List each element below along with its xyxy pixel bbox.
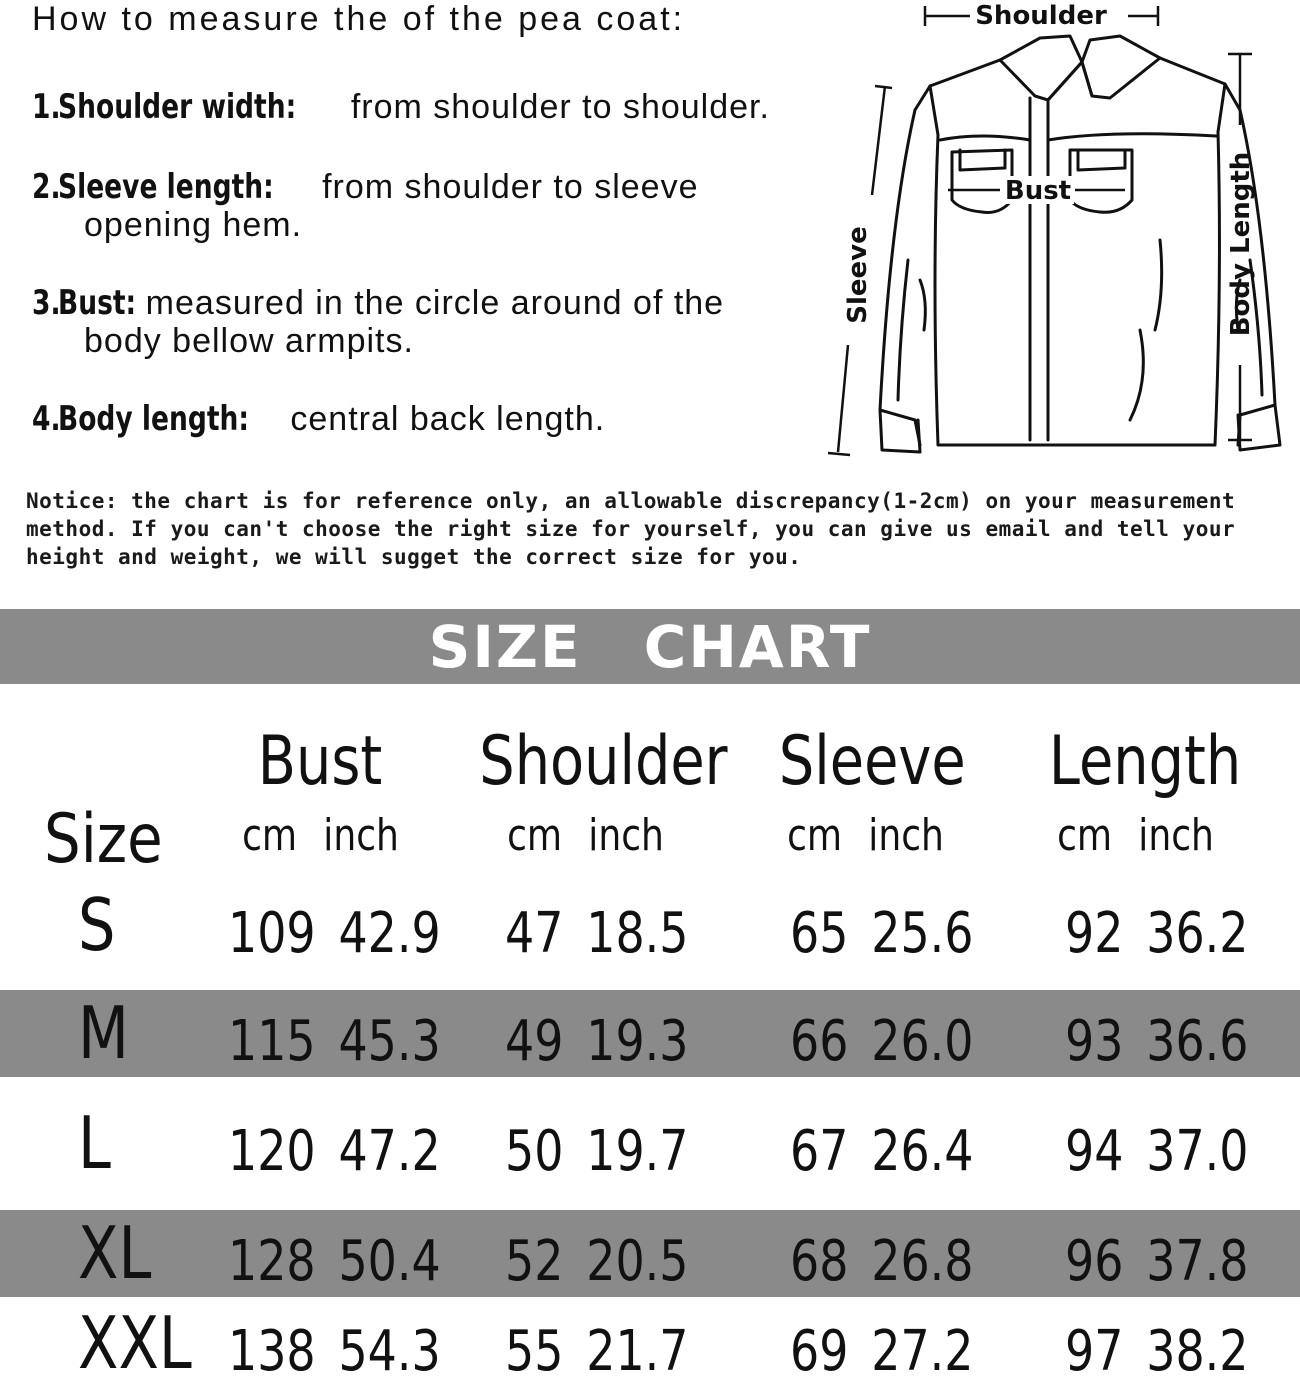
bust-cell: 138 54.3: [228, 1319, 441, 1384]
bust-cell: 120 47.2: [228, 1119, 441, 1184]
shirt-outline-icon: [880, 36, 1280, 452]
step-description: measured in the circle around of the: [145, 284, 725, 322]
bust-unit-label: cm inch: [242, 810, 399, 861]
table-row-s: [0, 882, 1300, 969]
length-cell: 96 37.8: [1065, 1229, 1249, 1294]
sleeve-cell: 69 27.2: [790, 1319, 974, 1384]
step-term: Body length:: [58, 399, 250, 439]
shoulder-cell: 52 20.5: [505, 1229, 689, 1294]
bust-cell: 115 45.3: [228, 1009, 441, 1074]
step-term: Shoulder width:: [58, 87, 297, 127]
step-bust: [32, 284, 724, 360]
size-column-header: Size: [44, 800, 163, 879]
step-description: central back length.: [290, 400, 606, 438]
length-column-header: Length: [1048, 722, 1242, 801]
step-description: from shoulder to sleeve: [322, 168, 699, 206]
sleeve-cell: 65 25.6: [790, 901, 974, 966]
length-unit-label: cm inch: [1057, 810, 1214, 861]
shoulder-column-header: Shoulder: [479, 722, 728, 801]
shoulder-cell: 49 19.3: [505, 1009, 689, 1074]
measure-heading: How to measure the of the pea coat:: [32, 0, 686, 38]
notice-line: method. If you can't choose the right size for yourself, you can give us email and tell your: [26, 517, 1236, 541]
length-cell: 93 36.6: [1065, 1009, 1249, 1074]
size-cell: L: [78, 1101, 111, 1185]
bust-label: Bust: [1004, 176, 1072, 206]
step-term: Sleeve length:: [58, 167, 274, 207]
notice-line: Notice: the chart is for reference only, an allowable discrepancy(1-2cm) on your measurement: [26, 489, 1236, 513]
step-sleeve-length: [32, 168, 699, 244]
notice-text: [26, 487, 1286, 571]
size-chart-title: SIZE CHART: [428, 612, 872, 681]
sleeve-label: Sleeve: [843, 226, 873, 324]
size-cell: S: [78, 883, 116, 967]
size-cell: XL: [78, 1211, 152, 1295]
size-cell: M: [78, 991, 129, 1075]
sleeve-unit-label: cm inch: [787, 810, 944, 861]
step-description: from shoulder to shoulder.: [350, 88, 770, 126]
step-number: 1.: [32, 87, 61, 127]
step-number: 3.: [32, 283, 61, 323]
table-row-l: [0, 1100, 1300, 1187]
step-description-continued: body bellow armpits.: [84, 322, 414, 360]
length-cell: 97 38.2: [1065, 1319, 1249, 1384]
table-row-xxl: [0, 1300, 1300, 1387]
shoulder-cell: 47 18.5: [505, 901, 689, 966]
step-description-continued: opening hem.: [84, 206, 303, 244]
step-body-length: [32, 400, 605, 438]
notice-line: height and weight, we will sugget the correct size for you.: [26, 545, 802, 569]
bust-cell: 128 50.4: [228, 1229, 441, 1294]
step-shoulder-width: [32, 88, 770, 126]
sleeve-cell: 67 26.4: [790, 1119, 974, 1184]
sleeve-column-header: Sleeve: [778, 722, 966, 801]
length-cell: 92 36.2: [1065, 901, 1249, 966]
sleeve-cell: 66 26.0: [790, 1009, 974, 1074]
bust-column-header: Bust: [257, 722, 383, 801]
body-length-label: Body Length: [1226, 151, 1256, 337]
step-term: Bust:: [58, 283, 137, 323]
bust-cell: 109 42.9: [228, 901, 441, 966]
shoulder-unit-label: cm inch: [507, 810, 664, 861]
table-row-m: [0, 990, 1300, 1077]
table-row-xl: [0, 1210, 1300, 1297]
shoulder-label: Shoulder: [975, 1, 1107, 31]
size-chart-banner: [0, 609, 1300, 684]
shoulder-cell: 50 19.7: [505, 1119, 689, 1184]
shoulder-cell: 55 21.7: [505, 1319, 689, 1384]
size-cell: XXL: [78, 1301, 192, 1385]
measure-lines: [828, 6, 1252, 455]
shirt-measurement-diagram: [820, 0, 1290, 470]
step-number: 2.: [32, 167, 61, 207]
step-number: 4.: [32, 399, 61, 439]
length-cell: 94 37.0: [1065, 1119, 1249, 1184]
sleeve-cell: 68 26.8: [790, 1229, 974, 1294]
